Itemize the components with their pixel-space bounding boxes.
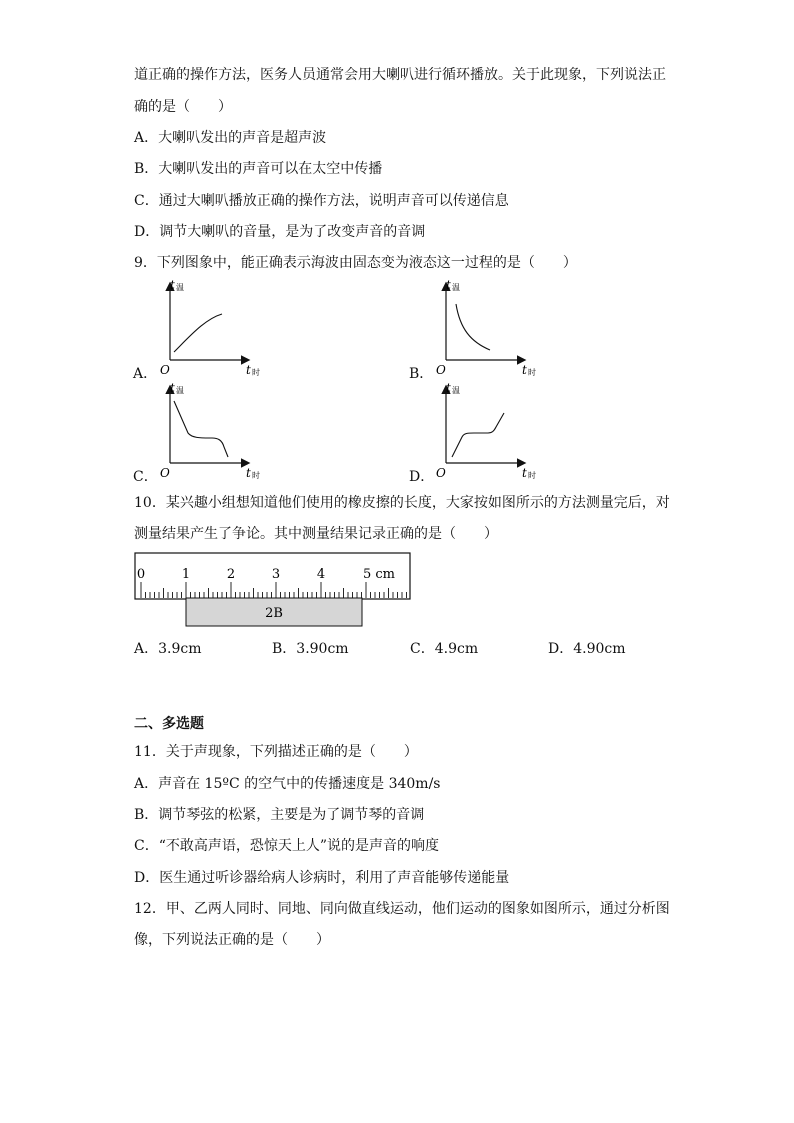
q10-stem-line1: 10．某兴趣小组想知道他们使用的橡皮擦的长度，大家按如图所示的方法测量完后，对 [134,495,670,511]
q9-graph-c-curve [174,401,228,457]
q10-answer-b: B．3.90cm [272,641,349,657]
q9-graph-d-ysub: 温 [452,386,460,395]
q9-graph-a-xvar: t [246,363,251,377]
q9-graph-a-yvar: t [170,278,175,292]
q10-answer-c: C．4.9cm [410,641,479,657]
q9-graph-a-ysub: 温 [176,283,184,292]
q8-option-d: D．调节大喇叭的音量，是为了改变声音的音调 [134,224,426,240]
q8-option-c: C．通过大喇叭播放正确的操作方法，说明声音可以传递信息 [134,193,509,209]
ruler-label: 5 cm [363,567,396,582]
q9-stem: 9．下列图象中，能正确表示海波由固态变为液态这一过程的是（ ） [134,255,577,271]
q9-graph-c-yvar: t [170,381,175,395]
q11-option-c: C．“不敢高声语，恐惊天上人”说的是声音的响度 [134,838,440,854]
q9-graph-d [426,377,546,483]
q9-graph-b-xsub: 时 [528,368,536,377]
q9-graph-c-ysub: 温 [176,386,184,395]
q9-graph-d-xvar: t [522,466,527,480]
q9-graph-b-yvar: t [446,278,451,292]
q10-answer-a: A．3.9cm [134,641,202,657]
q8-option-a: A．大喇叭发出的声音是超声波 [134,130,327,146]
q9-option-b-label: B． [409,366,434,382]
q9-graph-d-curve [452,413,504,457]
ruler-label: 0 [136,567,146,582]
q12-stem-line1: 12．甲、乙两人同时、同地、同向做直线运动，他们运动的图象如图所示，通过分析图 [134,901,670,917]
q9-graph-a-curve [174,314,222,352]
q11-stem: 11．关于声现象，下列描述正确的是（ ） [134,744,418,760]
q9-graph-b-origin: O [436,363,446,377]
q9-option-d-label: D． [409,469,435,485]
q9-graph-b [426,274,546,380]
q9-graph-c [150,377,270,483]
q9-graph-d-origin: O [436,466,446,480]
q12-stem-line2: 像，下列说法正确的是（ ） [134,932,330,948]
q10-answer-d: D．4.90cm [548,641,626,657]
q9-graph-a-origin: O [160,363,170,377]
q9-graph-a [150,274,270,380]
q11-option-b: B．调节琴弦的松紧，主要是为了调节琴的音调 [134,807,425,823]
q9-graph-c-xvar: t [246,466,251,480]
q11-option-d: D．医生通过听诊器给病人诊病时，利用了声音能够传递能量 [134,870,510,886]
ruler-label: 2 [226,567,236,582]
q9-graph-c-origin: O [160,466,170,480]
q9-graph-c-xsub: 时 [252,471,260,480]
section-title: 二、多选题 [134,716,204,732]
q9-option-c-label: C． [133,469,158,485]
q9-graph-b-curve [456,304,490,350]
ruler-label: 1 [181,567,191,582]
q8-option-b: B．大喇叭发出的声音可以在太空中传播 [134,161,383,177]
q11-option-a: A．声音在 15ºC 的空气中的传播速度是 340m/s [134,776,441,792]
q9-graph-a-xsub: 时 [252,368,260,377]
q10-ruler-figure [134,552,414,630]
q9-graph-b-ysub: 温 [452,283,460,292]
q8-stem-line1: 道正确的操作方法，医务人员通常会用大喇叭进行循环播放。关于此现象，下列说法正 [134,67,666,83]
q8-stem-line2: 确的是（ ） [134,99,232,115]
q9-graph-b-xvar: t [522,363,527,377]
ruler-label: 4 [316,567,326,582]
q9-option-a-label: A． [133,366,158,382]
eraser-label: 2B [265,606,283,621]
q10-stem-line2: 测量结果产生了争论。其中测量结果记录正确的是（ ） [134,526,498,542]
q9-graph-d-xsub: 时 [528,471,536,480]
q9-graph-d-yvar: t [446,381,451,395]
ruler-label: 3 [271,567,281,582]
